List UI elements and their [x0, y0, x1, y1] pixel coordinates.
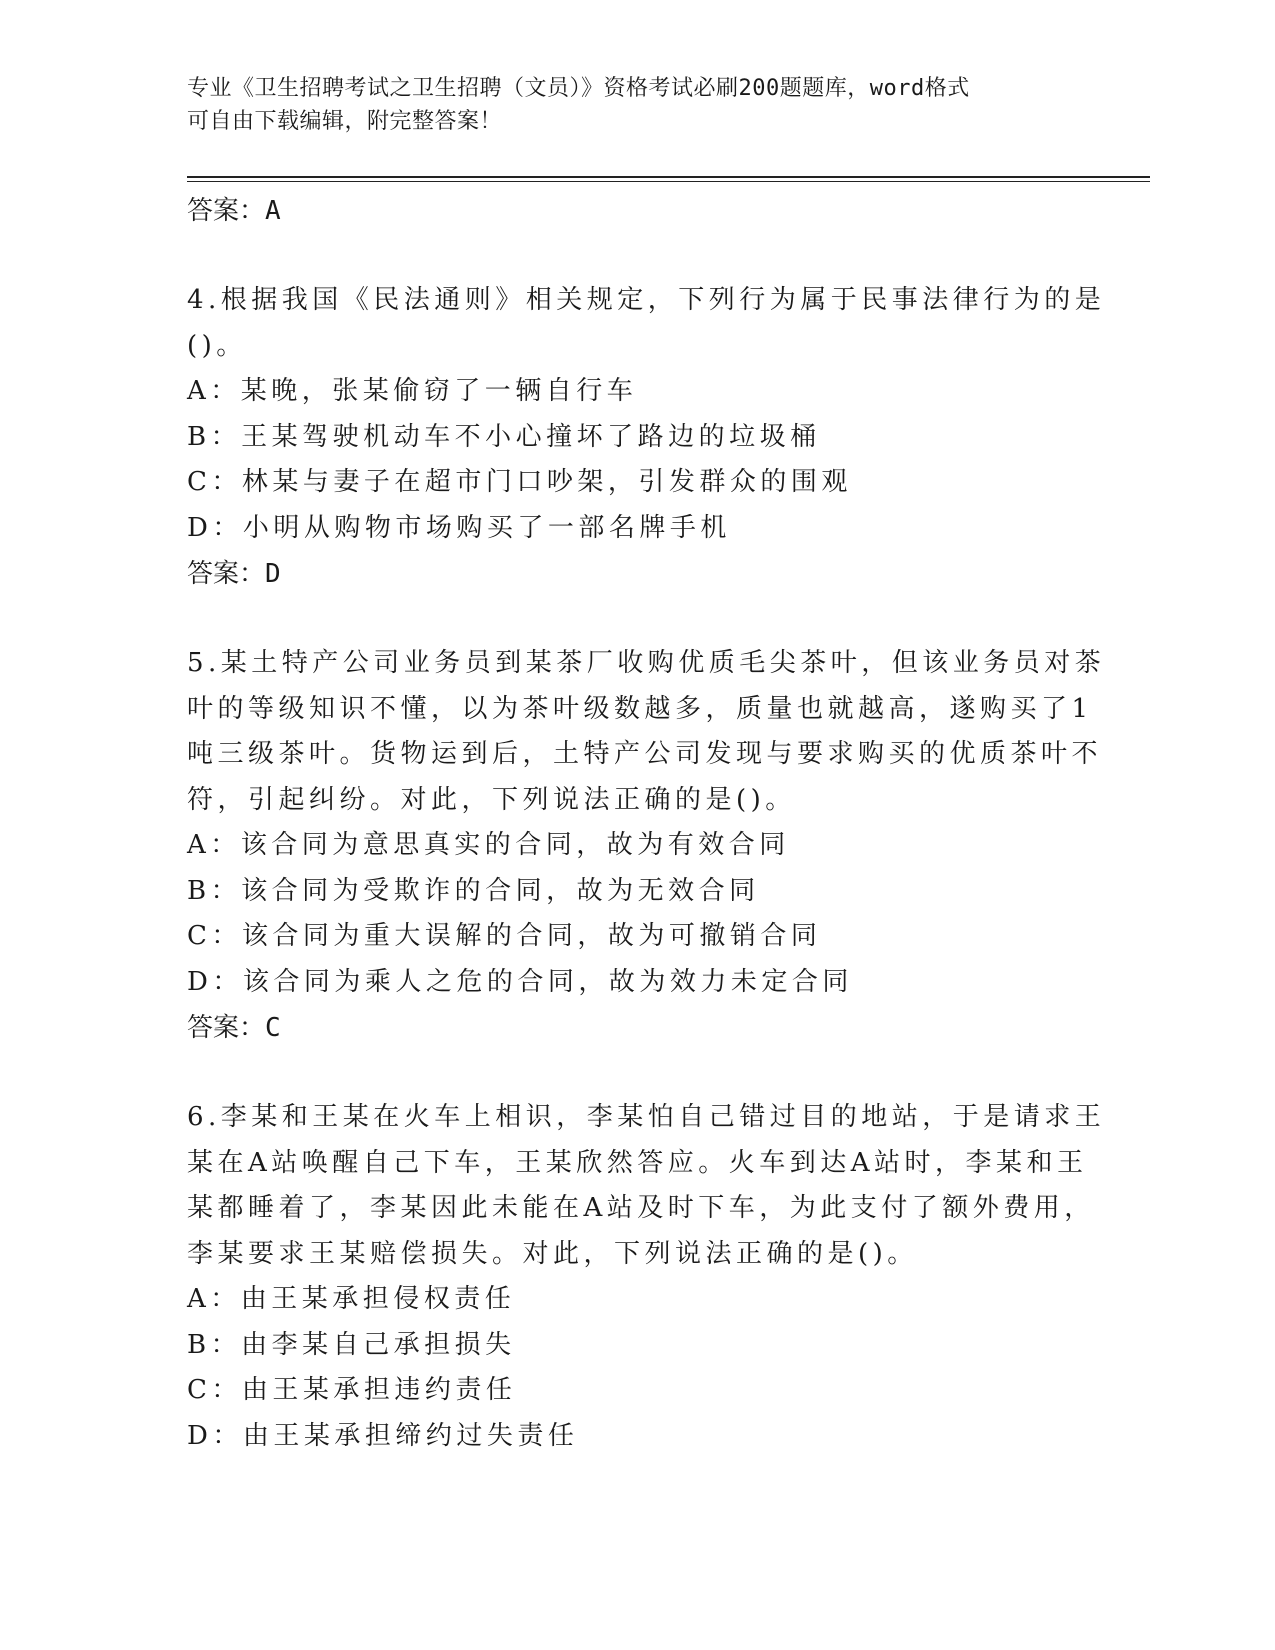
option-b: B：该合同为受欺诈的合同，故为无效合同: [187, 875, 760, 906]
question-text-line: 某都睡着了，李某因此未能在A站及时下车，为此支付了额外费用，: [187, 1193, 1095, 1223]
question-text-line: 5.某土特产公司业务员到某茶厂收购优质毛尖茶叶，但该业务员对茶: [187, 648, 1106, 678]
option-a: A：由王某承担侵权责任: [187, 1284, 516, 1314]
answer: 答案：D: [187, 559, 281, 589]
question-text-line: 李某要求王某赔偿损失。对此，下列说法正确的是()。: [187, 1238, 918, 1269]
header-divider-thick: [187, 176, 1150, 178]
option-a: A：该合同为意思真实的合同，故为有效合同: [187, 830, 790, 860]
question-4: [187, 278, 1106, 597]
header-divider-thin: [187, 181, 1150, 182]
option-a: A：某晚，张某偷窃了一辆自行车: [187, 376, 638, 406]
option-c: C：该合同为重大误解的合同，故为可撤销合同: [187, 921, 822, 951]
question-text-line: 4.根据我国《民法通则》相关规定，下列行为属于民事法律行为的是: [187, 285, 1106, 315]
spacer: [187, 1051, 1087, 1095]
answer-previous: 答案：A: [187, 196, 281, 226]
spacer: [187, 234, 1087, 278]
header-line-1: 专业《卫生招聘考试之卫生招聘（文员）》资格考试必刷200题题库，word格式: [187, 76, 970, 101]
option-d: D：该合同为乘人之危的合同，故为效力未定合同: [187, 966, 853, 997]
question-text-line: 6.李某和王某在火车上相识，李某怕自己错过目的地站，于是请求王: [187, 1102, 1106, 1132]
question-5: [187, 641, 1106, 1051]
answer: 答案：C: [187, 1013, 281, 1043]
question-text-line: 符，引起纠纷。对此，下列说法正确的是()。: [187, 784, 796, 815]
question-text-line: 叶的等级知识不懂，以为茶叶级数越多，质量也就越高，遂购买了1: [187, 693, 1093, 724]
option-b: B：由李某自己承担损失: [187, 1329, 516, 1360]
option-b: B：王某驾驶机动车不小心撞坏了路边的垃圾桶: [187, 421, 821, 452]
option-c: C：林某与妻子在超市门口吵架，引发群众的围观: [187, 467, 852, 497]
question-text-line: 吨三级茶叶。货物运到后，土特产公司发现与要求购买的优质茶叶不: [187, 739, 1103, 769]
header-line-2: 可自由下载编辑，附完整答案！: [187, 109, 503, 134]
question-text-line: ()。: [187, 330, 247, 361]
document-body: [187, 188, 1106, 1459]
option-d: D：小明从购物市场购买了一部名牌手机: [187, 512, 731, 543]
question-text-line: 某在A站唤醒自己下车，王某欣然答应。火车到达A站时，李某和王: [187, 1147, 1088, 1178]
spacer: [187, 597, 1087, 641]
option-d: D：由王某承担缔约过失责任: [187, 1420, 579, 1451]
option-c: C：由王某承担违约责任: [187, 1375, 517, 1405]
question-6: [187, 1095, 1106, 1459]
document-header: [187, 72, 1087, 138]
